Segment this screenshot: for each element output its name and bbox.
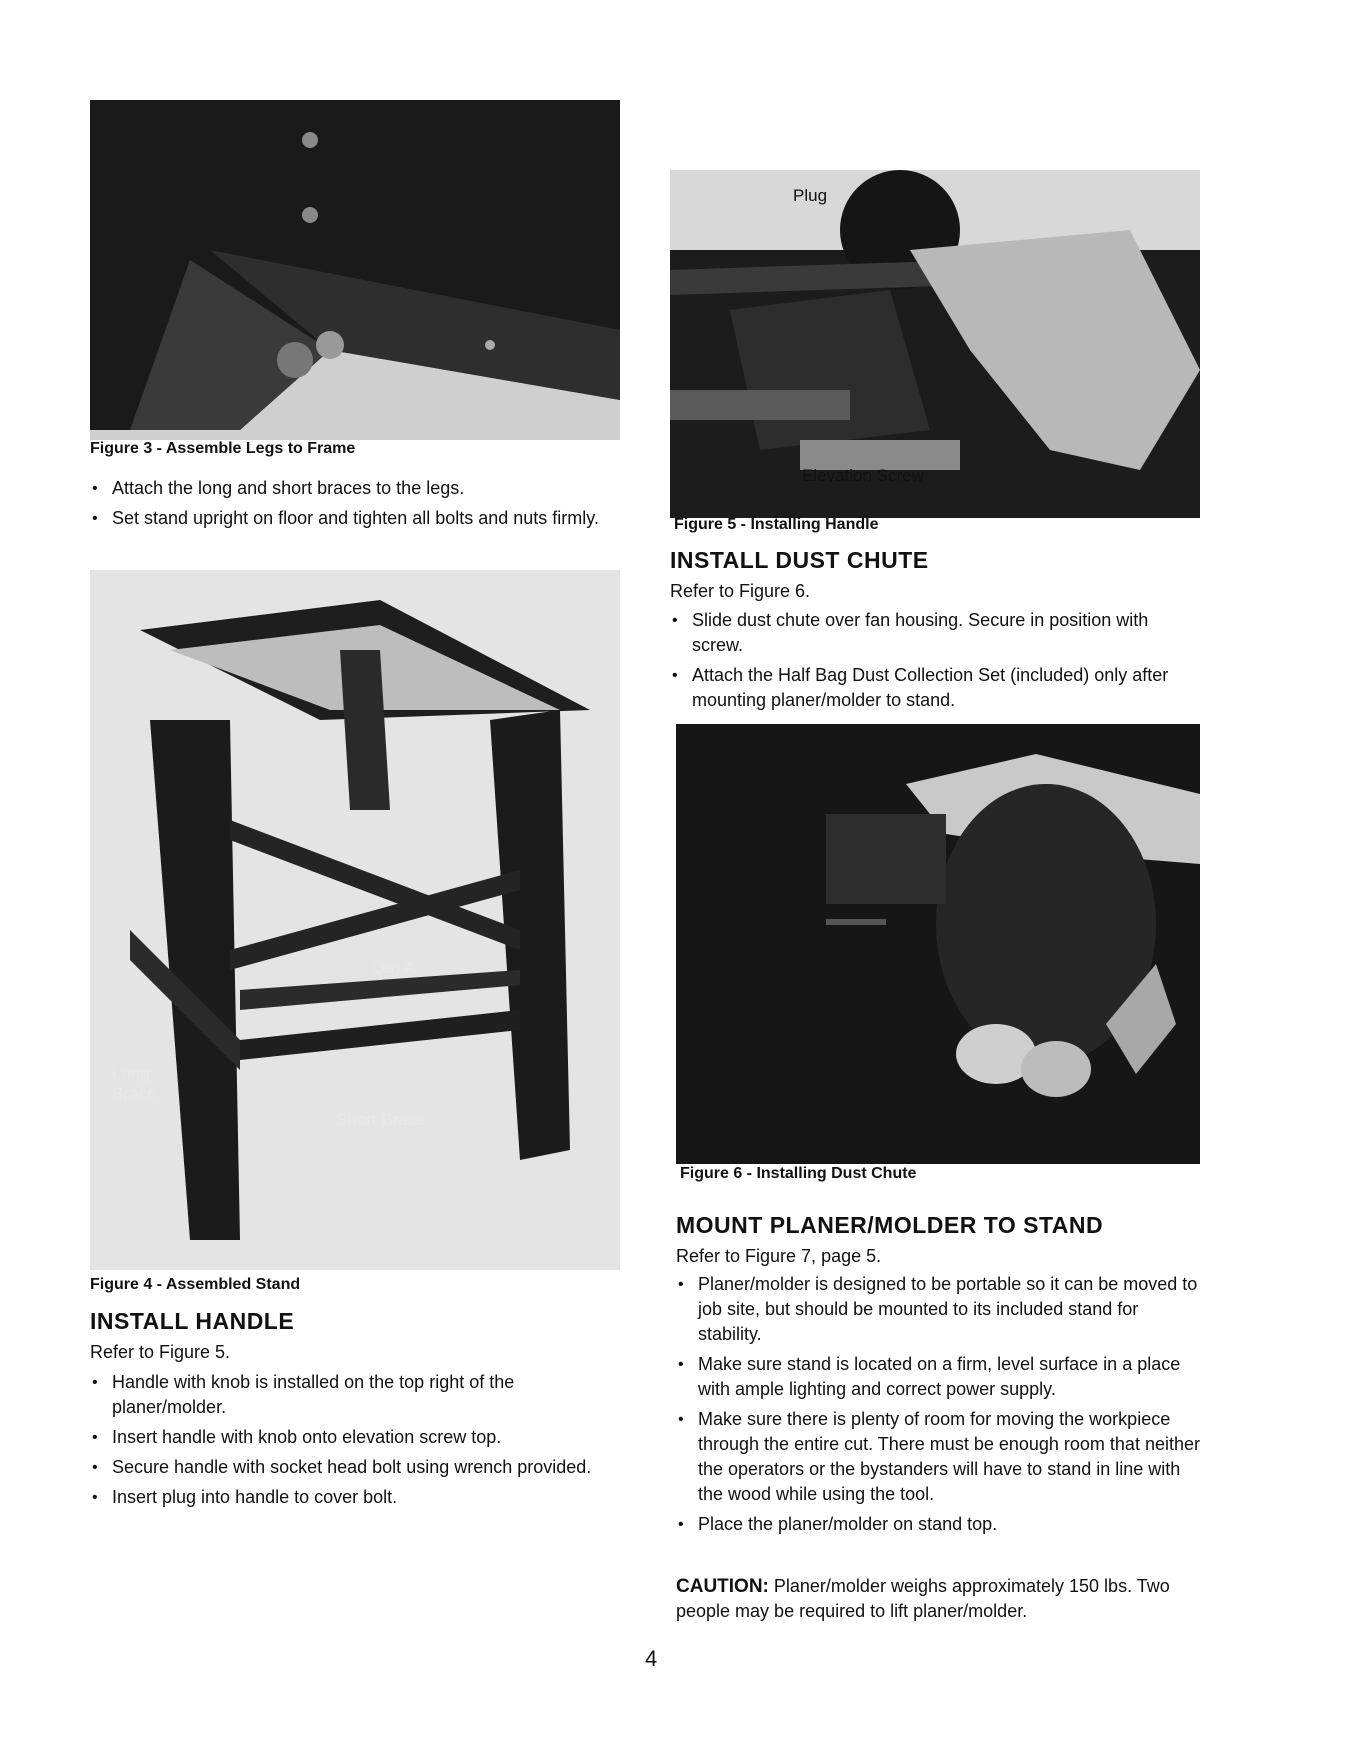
list-item: • Make sure there is plenty of room for moving the workpiece through the entire cut. There must be enough room that neither the operators or the bystanders will have to stand in line with the wood while using the tool. <box>676 1407 1204 1507</box>
list-item: • Insert handle with knob onto elevation screw top. <box>90 1425 610 1450</box>
mount-refer: Refer to Figure 7, page 5. <box>676 1246 882 1266</box>
figure-6-photo <box>676 724 1200 1164</box>
install-handle-bullet-list <box>90 1370 610 1515</box>
install-handle-heading: INSTALL HANDLE <box>90 1308 295 1334</box>
install-dust-chute-heading: INSTALL DUST CHUTE <box>670 547 929 573</box>
list-item: • Place the planer/molder on stand top. <box>676 1512 1204 1537</box>
mount-bullet-list <box>676 1272 1204 1542</box>
list-item: • Attach the long and short braces to the legs. <box>90 476 610 501</box>
list-item: • Slide dust chute over fan housing. Secure in position with screw. <box>670 608 1200 658</box>
list-item: • Planer/molder is designed to be portable so it can be moved to job site, but should be mounted to its included stand for stability. <box>676 1272 1204 1347</box>
figure-6-caption: Figure 6 - Installing Dust Chute <box>680 1165 917 1182</box>
figure-5-label-plug: Plug <box>793 186 828 205</box>
caution-note <box>676 1574 1204 1624</box>
figure-4-label-long-brace <box>112 1064 172 1104</box>
install-dust-chute-bullet-list <box>670 608 1200 718</box>
page-number: 4 <box>645 1646 658 1671</box>
list-item: • Set stand upright on floor and tighten all bolts and nuts firmly. <box>90 506 610 531</box>
figure-3-photo <box>90 100 620 440</box>
figure-3-bullet-list <box>90 476 610 536</box>
list-item: • Handle with knob is installed on the top right of the planer/molder. <box>90 1370 610 1420</box>
figure-4-label-leg-a: Leg A <box>372 958 416 977</box>
figure-4-label-short-brace: Short Brace <box>336 1110 426 1129</box>
list-item: • Insert plug into handle to cover bolt. <box>90 1485 610 1510</box>
figure-5-caption: Figure 5 - Installing Handle <box>674 516 879 533</box>
figure-5-photo <box>670 170 1200 518</box>
caution-text: Planer/molder weighs approximately 150 lbs. Two people may be required to lift planer/molder. <box>676 1576 1170 1621</box>
mount-heading: MOUNT PLANER/MOLDER TO STAND <box>676 1212 1104 1238</box>
list-item: • Secure handle with socket head bolt using wrench provided. <box>90 1455 610 1480</box>
list-item: • Make sure stand is located on a firm, level surface in a place with ample lighting and correct power supply. <box>676 1352 1204 1402</box>
caution-label: CAUTION: <box>676 1576 769 1597</box>
figure-4-caption: Figure 4 - Assembled Stand <box>90 1276 301 1293</box>
list-item: • Attach the Half Bag Dust Collection Set (included) only after mounting planer/molder to stand. <box>670 663 1200 713</box>
long-brace-text: Long Brace <box>112 1064 157 1103</box>
install-dust-chute-refer: Refer to Figure 6. <box>670 581 811 601</box>
figure-4-photo <box>90 570 620 1270</box>
figure-5-label-elevation-screw: Elevation Screw <box>802 466 924 485</box>
install-handle-refer: Refer to Figure 5. <box>90 1342 231 1362</box>
figure-3-caption: Figure 3 - Assemble Legs to Frame <box>90 440 356 457</box>
